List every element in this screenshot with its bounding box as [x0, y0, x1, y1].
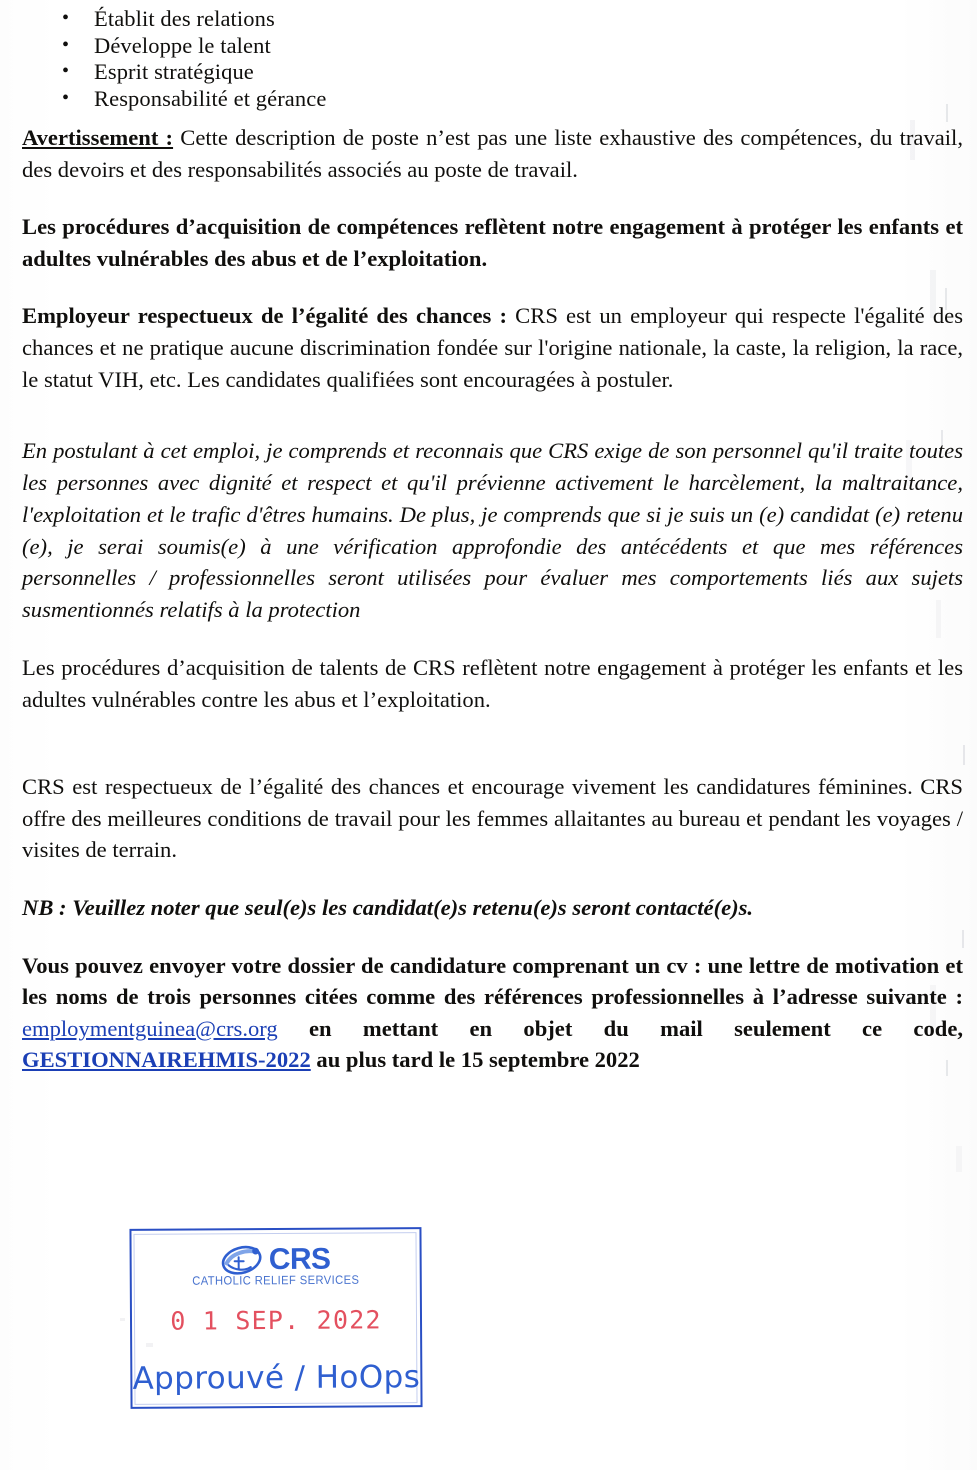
spacer [22, 274, 963, 300]
spacer [22, 395, 963, 435]
crs-logo-row [176, 1241, 376, 1278]
application-text-part3: au plus tard le 15 septembre 2022 [310, 1047, 640, 1073]
stamp-date: 0 1 SEP. 2022 [170, 1305, 382, 1336]
application-text-part1: Vous pouvez envoyer votre dossier de candidature comprenant un cv : une lettre de motivation et les noms de trois personnes citées comme des références professionnelles à l’adresse suivante : [22, 952, 963, 1010]
disclaimer-text: Cette description de poste n’est pas une liste exhaustive des compétences, du travail, des devoirs et des responsabilités associés au poste de travail. [22, 125, 963, 182]
scan-artifact [963, 745, 965, 765]
document-body [22, 0, 963, 1076]
eeo-text: CRS est un employeur qui respecte l'égalité des chances et ne pratique aucune discrimination fondée sur l'origine nationale, la caste, la religion, la race, le statut VIH, etc. Les candidates qualifiées sont encouragées à postuler. [22, 303, 963, 392]
crs-swoosh-icon [221, 1243, 267, 1277]
disclaimer-label: Avertissement : [22, 125, 174, 150]
scan-artifact [120, 1318, 125, 1321]
equal-opportunity-paragraph [22, 300, 963, 395]
application-text-part2: en mettant en objet du mail seulement ce code, [277, 1015, 963, 1041]
spacer [22, 866, 963, 892]
spacer [22, 626, 963, 652]
spacer [22, 924, 963, 950]
list-item [22, 33, 963, 60]
competency-list [22, 6, 963, 112]
list-item [22, 86, 963, 113]
application-instructions-paragraph [22, 950, 963, 1076]
acknowledgement-paragraph: En postulant à cet emploi, je comprends et reconnais que CRS exige de son personnel qu'il traite toutes les personnes avec dignité et respect et qu'il prévienne activement le harcèlement, la maltraitance, l'exploitation et le trafic d'êtres humains. De plus, je comprends que si je suis un (e) candidat (e) retenu (e), je serai soumis(e) à une vérification approfondie des antécédents et que mes références personnelles / professionnelles seront utilisées pour évaluer mes comportements liés aux sujets susmentionnés relatifs à la protection [22, 438, 963, 623]
stamp-approval-text: Approuvé / HoOps [132, 1359, 421, 1397]
crs-full-name: CATHOLIC RELIEF SERVICES [192, 1274, 360, 1288]
nb-note-paragraph: NB : Veuillez noter que seul(e)s les candidat(e)s retenu(e)s seront contacté(e)s. [22, 894, 754, 920]
crs-wordmark: CRS [268, 1242, 331, 1277]
list-item [22, 6, 963, 33]
competency-label: Établit des relations [94, 6, 275, 31]
approval-stamp [129, 1227, 422, 1409]
disclaimer-paragraph [22, 122, 963, 185]
safeguarding-paragraph: Les procédures d’acquisition de compétences reflètent notre engagement à protéger les enfants et adultes vulnérables des abus et de l’exploitation. [22, 214, 963, 271]
eeo-label: Employeur respectueux de l’égalité des chances : [22, 303, 507, 329]
talent-acquisition-paragraph: Les procédures d’acquisition de talents de CRS reflètent notre engagement à protéger les enfants et les adultes vulnérables contre les abus et l’exploitation. [22, 654, 963, 712]
competency-label: Responsabilité et gérance [94, 85, 327, 111]
spacer [22, 715, 963, 771]
women-candidates-paragraph: CRS est respectueux de l’égalité des chances et encourage vivement les candidatures féminines. CRS offre des meilleures conditions de travail pour les femmes allaitantes au bureau et pendant les voyages / visites de terrain. [22, 774, 963, 863]
spacer [22, 185, 963, 211]
scan-artifact [956, 1146, 962, 1172]
competency-label: Développe le talent [94, 32, 271, 58]
competency-label: Esprit stratégique [94, 59, 254, 84]
crs-logo [176, 1241, 376, 1294]
list-item [22, 59, 963, 86]
application-code-link[interactable]: GESTIONNAIREHMIS-2022 [22, 1047, 311, 1073]
application-email-link[interactable]: employmentguinea@crs.org [22, 1015, 278, 1041]
